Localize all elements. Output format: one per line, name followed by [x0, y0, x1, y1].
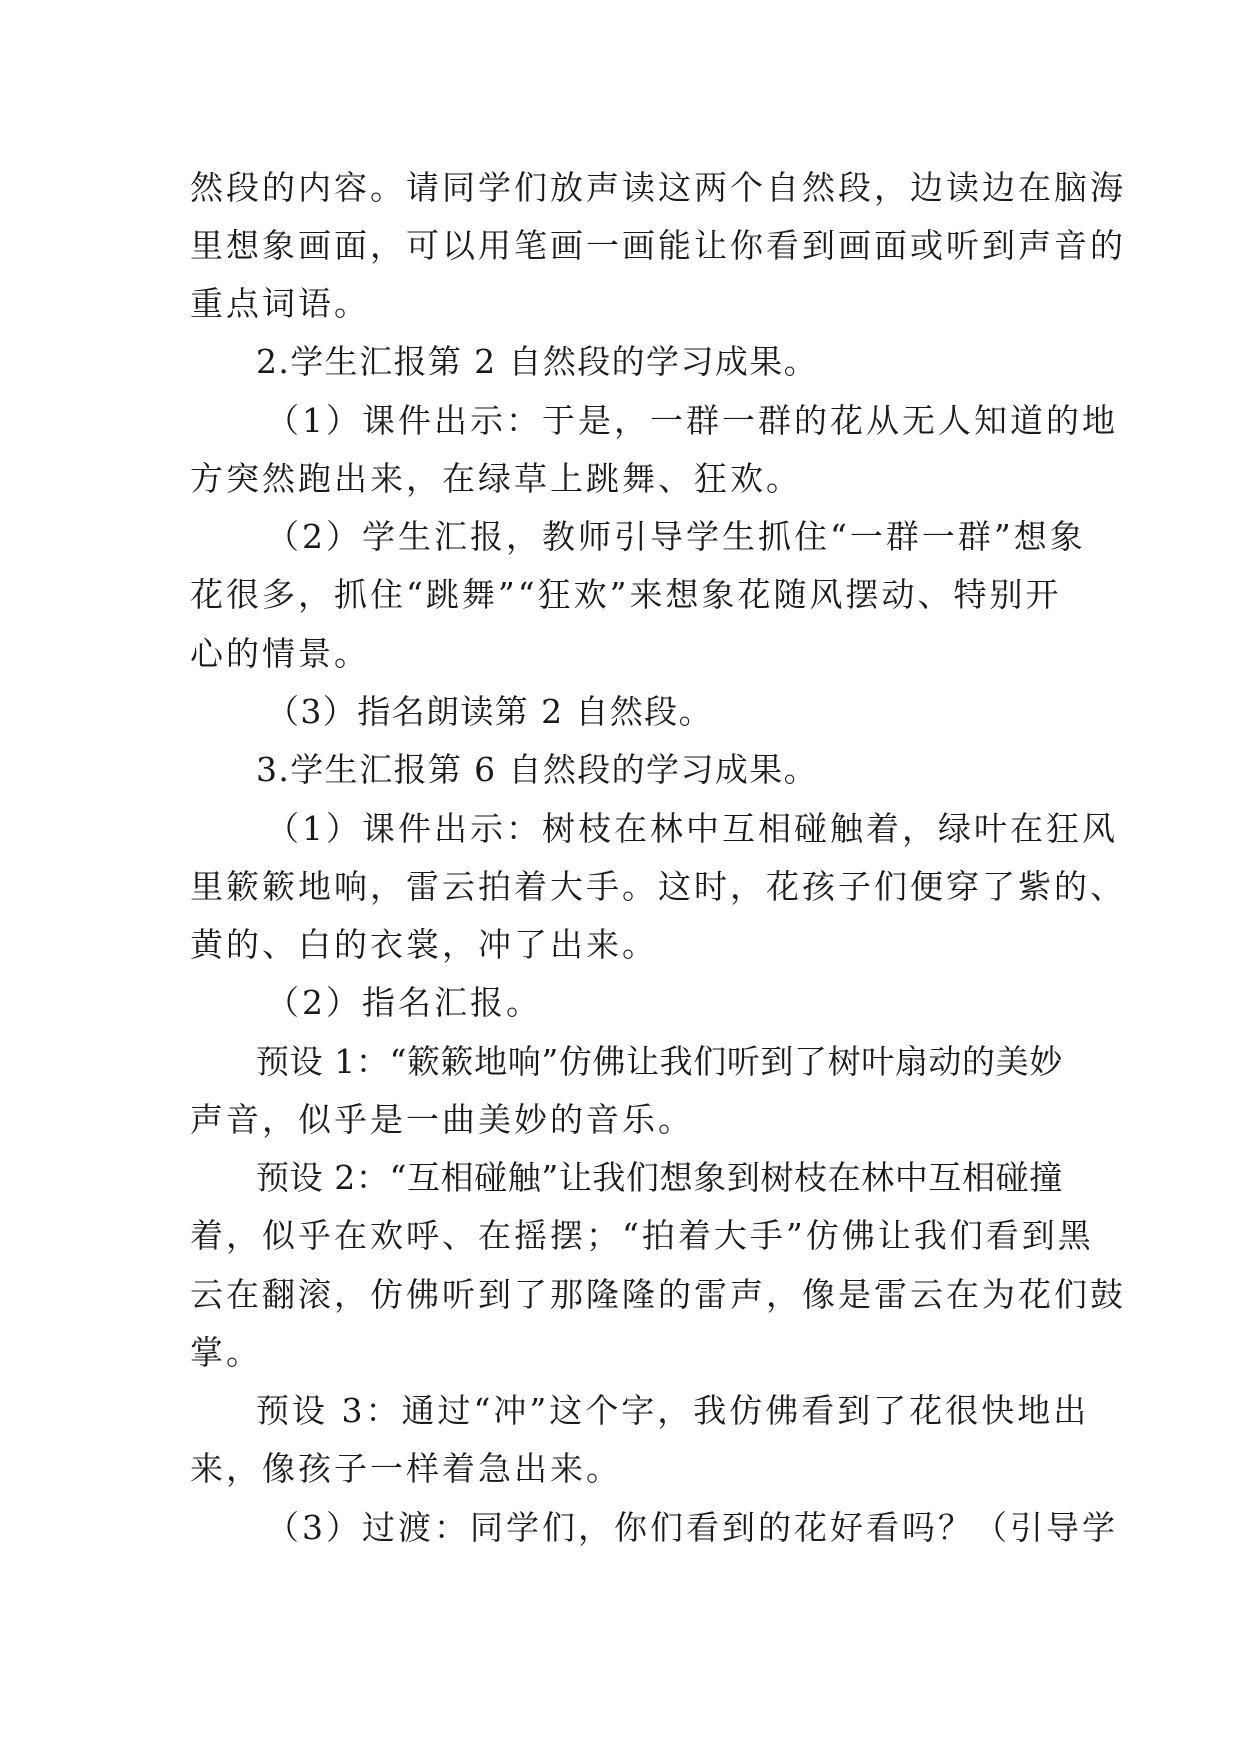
section-heading: 2.学生汇报第 2 自然段的学习成果。: [256, 342, 819, 381]
text-line: 里簌簌地响，雷云拍着大手。这时，花孩子们便穿了紫的、: [190, 867, 1126, 906]
text-line: （1）课件出示：于是，一群一群的花从无人知道的地: [266, 401, 1118, 440]
text-line: 预设 3：通过“冲”这个字，我仿佛看到了花很快地出: [256, 1391, 1090, 1430]
text-line: 预设 1：“簌簌地响”仿佛让我们听到了树叶扇动的美妙: [256, 1042, 1063, 1081]
text-line: （2）学生汇报，教师引导学生抓住“一群一群”想象: [266, 517, 1086, 556]
text-line: 来，像孩子一样着急出来。: [190, 1449, 622, 1488]
text-line: 掌。: [190, 1333, 262, 1372]
text-line: （1）课件出示：树枝在林中互相碰触着，绿叶在狂风: [266, 809, 1118, 848]
text-line: （3）指名朗读第 2 自然段。: [266, 692, 713, 731]
text-line: 重点词语。: [190, 284, 370, 323]
text-line: 花很多，抓住“跳舞”“狂欢”来想象花随风摆动、特别开: [190, 575, 1062, 614]
text-line: 然段的内容。请同学们放声读这两个自然段，边读边在脑海: [190, 168, 1126, 207]
text-line: 声音，似乎是一曲美妙的音乐。: [190, 1100, 694, 1139]
text-line: 里想象画面，可以用笔画一画能让你看到画面或听到声音的: [190, 226, 1126, 265]
text-line: 云在翻滚，仿佛听到了那隆隆的雷声，像是雷云在为花们鼓: [190, 1275, 1126, 1314]
section-heading: 3.学生汇报第 6 自然段的学习成果。: [256, 750, 819, 789]
text-line: 黄的、白的衣裳，冲了出来。: [190, 925, 658, 964]
text-line: 预设 2：“互相碰触”让我们想象到树枝在林中互相碰撞: [256, 1158, 1063, 1197]
text-line: （3）过渡：同学们，你们看到的花好看吗？（引导学: [266, 1508, 1118, 1547]
text-line: 方突然跑出来，在绿草上跳舞、狂欢。: [190, 459, 802, 498]
text-line: 心的情景。: [190, 634, 370, 673]
text-line: 着，似乎在欢呼、在摇摆；“拍着大手”仿佛让我们看到黑: [190, 1216, 1094, 1255]
text-line: （2）指名汇报。: [266, 983, 542, 1022]
